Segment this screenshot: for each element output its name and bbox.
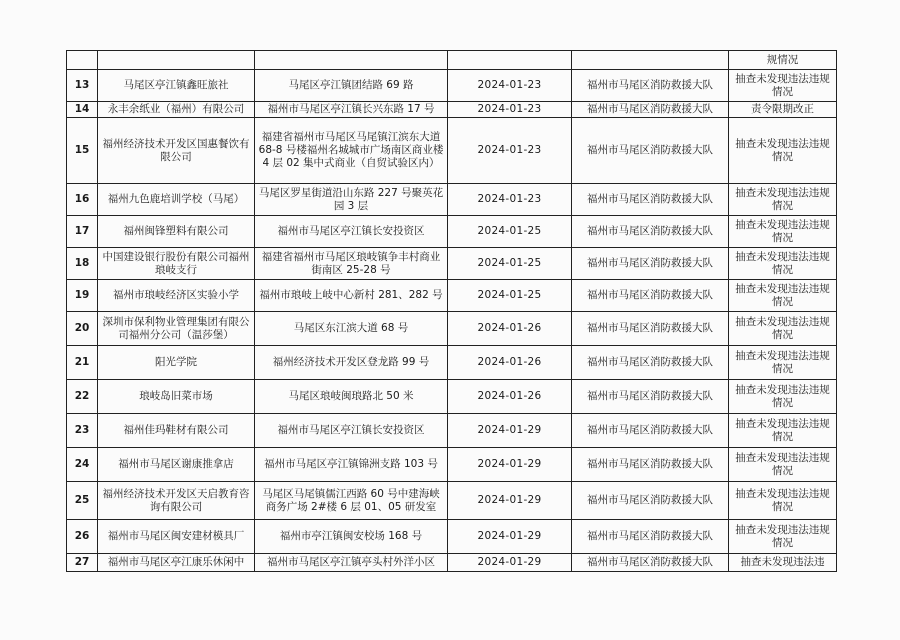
table-row	[67, 280, 837, 312]
cell-name: 福州经济技术开发区天启教育咨询有限公司	[98, 482, 255, 520]
cell-unit: 福州市马尾区消防救援大队	[572, 184, 729, 216]
cell-date: 2024-01-25	[448, 248, 572, 280]
cell-date: 2024-01-26	[448, 312, 572, 346]
cell-date: 2024-01-23	[448, 118, 572, 184]
cell-result: 抽查未发现违法违规情况	[729, 414, 837, 448]
cell-date: 2024-01-29	[448, 482, 572, 520]
cell-name: 福州市马尾区闽安建材模具厂	[98, 520, 255, 554]
table-row	[67, 380, 837, 414]
cell-name: 福州市琅岐经济区实验小学	[98, 280, 255, 312]
cell-result: 抽查未发现违法违规情况	[729, 312, 837, 346]
cell-unit: 福州市马尾区消防救援大队	[572, 280, 729, 312]
table-row	[67, 414, 837, 448]
cell-address: 福州经济技术开发区登龙路 99 号	[255, 346, 448, 380]
cell-unit: 福州市马尾区消防救援大队	[572, 248, 729, 280]
cell-address: 福州市马尾区亭江镇长安投资区	[255, 414, 448, 448]
cell-address: 马尾区罗星街道沿山东路 227 号聚英花园 3 层	[255, 184, 448, 216]
cell-address: 福州市马尾区亭江镇亭头村外洋小区	[255, 554, 448, 572]
cell-date: 2024-01-25	[448, 280, 572, 312]
table-row	[67, 118, 837, 184]
inspection-table	[66, 50, 837, 572]
cell-address: 福州市马尾区亭江镇长安投资区	[255, 216, 448, 248]
cell-address: 福建省福州市马尾区琅岐镇争丰村商业街南区 25-28 号	[255, 248, 448, 280]
cell-no: 27	[67, 554, 98, 572]
cell-result: 抽查未发现违法违规情况	[729, 248, 837, 280]
cell-result: 抽查未发现违法违	[729, 554, 837, 572]
cell-result: 抽查未发现违法违规情况	[729, 70, 837, 102]
cell-name: 福州佳玛鞋材有限公司	[98, 414, 255, 448]
cell-unit: 福州市马尾区消防救援大队	[572, 346, 729, 380]
cell-no: 24	[67, 448, 98, 482]
cell-name: 福州市马尾区亭江康乐休闲中	[98, 554, 255, 572]
cell-name: 福州市马尾区谢康推拿店	[98, 448, 255, 482]
cell-result: 抽查未发现违法违规情况	[729, 184, 837, 216]
cell-no: 14	[67, 102, 98, 118]
cell-address: 马尾区亭江镇团结路 69 路	[255, 70, 448, 102]
cell-address: 马尾区马尾镇儒江西路 60 号中建海峡商务广场 2#楼 6 层 01、05 研发室	[255, 482, 448, 520]
cell-result: 抽查未发现违法违规情况	[729, 280, 837, 312]
cell-address: 福州市马尾区亭江镇锦洲支路 103 号	[255, 448, 448, 482]
cell-name: 福州经济技术开发区国惠餐饮有限公司	[98, 118, 255, 184]
cell-name: 阳光学院	[98, 346, 255, 380]
cell-address: 福州市马尾区亭江镇长兴东路 17 号	[255, 102, 448, 118]
cell-unit: 福州市马尾区消防救援大队	[572, 482, 729, 520]
cell-date: 2024-01-26	[448, 346, 572, 380]
cell-date: 2024-01-23	[448, 70, 572, 102]
cell-date	[448, 51, 572, 70]
table-row	[67, 554, 837, 572]
cell-result: 抽查未发现违法违规情况	[729, 448, 837, 482]
cell-no: 19	[67, 280, 98, 312]
cell-unit: 福州市马尾区消防救援大队	[572, 102, 729, 118]
cell-no: 22	[67, 380, 98, 414]
table-row	[67, 216, 837, 248]
cell-result: 抽查未发现违法违规情况	[729, 482, 837, 520]
cell-no: 15	[67, 118, 98, 184]
cell-name	[98, 51, 255, 70]
cell-result: 抽查未发现违法违规情况	[729, 380, 837, 414]
cell-address	[255, 51, 448, 70]
cell-name: 福州九色鹿培训学校（马尾）	[98, 184, 255, 216]
cell-address: 马尾区琅岐闽琅路北 50 米	[255, 380, 448, 414]
cell-name: 福州闽锋塑料有限公司	[98, 216, 255, 248]
cell-no: 26	[67, 520, 98, 554]
cell-result: 抽查未发现违法违规情况	[729, 216, 837, 248]
cell-unit: 福州市马尾区消防救援大队	[572, 312, 729, 346]
cell-no	[67, 51, 98, 70]
cell-result: 抽查未发现违法违规情况	[729, 118, 837, 184]
cell-no: 17	[67, 216, 98, 248]
table-row	[67, 312, 837, 346]
cell-no: 20	[67, 312, 98, 346]
cell-address: 福建省福州市马尾区马尾镇江滨东大道 68-8 号楼福州名城城市广场南区商业楼 4 层 02 集中式商业（自贸试验区内）	[255, 118, 448, 184]
cell-no: 21	[67, 346, 98, 380]
cell-unit: 福州市马尾区消防救援大队	[572, 414, 729, 448]
cell-unit: 福州市马尾区消防救援大队	[572, 118, 729, 184]
cell-date: 2024-01-29	[448, 414, 572, 448]
cell-result: 抽查未发现违法违规情况	[729, 520, 837, 554]
table-row	[67, 520, 837, 554]
cell-name: 中国建设银行股份有限公司福州琅岐支行	[98, 248, 255, 280]
cell-unit	[572, 51, 729, 70]
cell-result: 责令限期改正	[729, 102, 837, 118]
table-row	[67, 482, 837, 520]
cell-address: 福州市亭江镇闽安校场 168 号	[255, 520, 448, 554]
table-row	[67, 70, 837, 102]
cell-date: 2024-01-29	[448, 520, 572, 554]
cell-no: 18	[67, 248, 98, 280]
table-row	[67, 448, 837, 482]
cell-result: 抽查未发现违法违规情况	[729, 346, 837, 380]
table-row-continued	[67, 51, 837, 70]
cell-date: 2024-01-29	[448, 554, 572, 572]
cell-unit: 福州市马尾区消防救援大队	[572, 70, 729, 102]
cell-address: 福州市琅岐上岐中心新村 281、282 号	[255, 280, 448, 312]
cell-date: 2024-01-23	[448, 184, 572, 216]
cell-unit: 福州市马尾区消防救援大队	[572, 554, 729, 572]
cell-address: 马尾区东江滨大道 68 号	[255, 312, 448, 346]
cell-no: 13	[67, 70, 98, 102]
cell-name: 永丰余纸业（福州）有限公司	[98, 102, 255, 118]
cell-name: 深圳市保利物业管理集团有限公司福州分公司（温莎堡）	[98, 312, 255, 346]
cell-name: 马尾区亭江镇鑫旺旅社	[98, 70, 255, 102]
cell-unit: 福州市马尾区消防救援大队	[572, 448, 729, 482]
cell-result: 规情况	[729, 51, 837, 70]
cell-unit: 福州市马尾区消防救援大队	[572, 380, 729, 414]
cell-no: 25	[67, 482, 98, 520]
cell-date: 2024-01-26	[448, 380, 572, 414]
cell-unit: 福州市马尾区消防救援大队	[572, 520, 729, 554]
cell-no: 16	[67, 184, 98, 216]
cell-date: 2024-01-29	[448, 448, 572, 482]
table-row	[67, 184, 837, 216]
cell-name: 琅岐岛旧菜市场	[98, 380, 255, 414]
table-row	[67, 346, 837, 380]
cell-date: 2024-01-25	[448, 216, 572, 248]
cell-unit: 福州市马尾区消防救援大队	[572, 216, 729, 248]
cell-date: 2024-01-23	[448, 102, 572, 118]
table-row	[67, 102, 837, 118]
cell-no: 23	[67, 414, 98, 448]
table-row	[67, 248, 837, 280]
